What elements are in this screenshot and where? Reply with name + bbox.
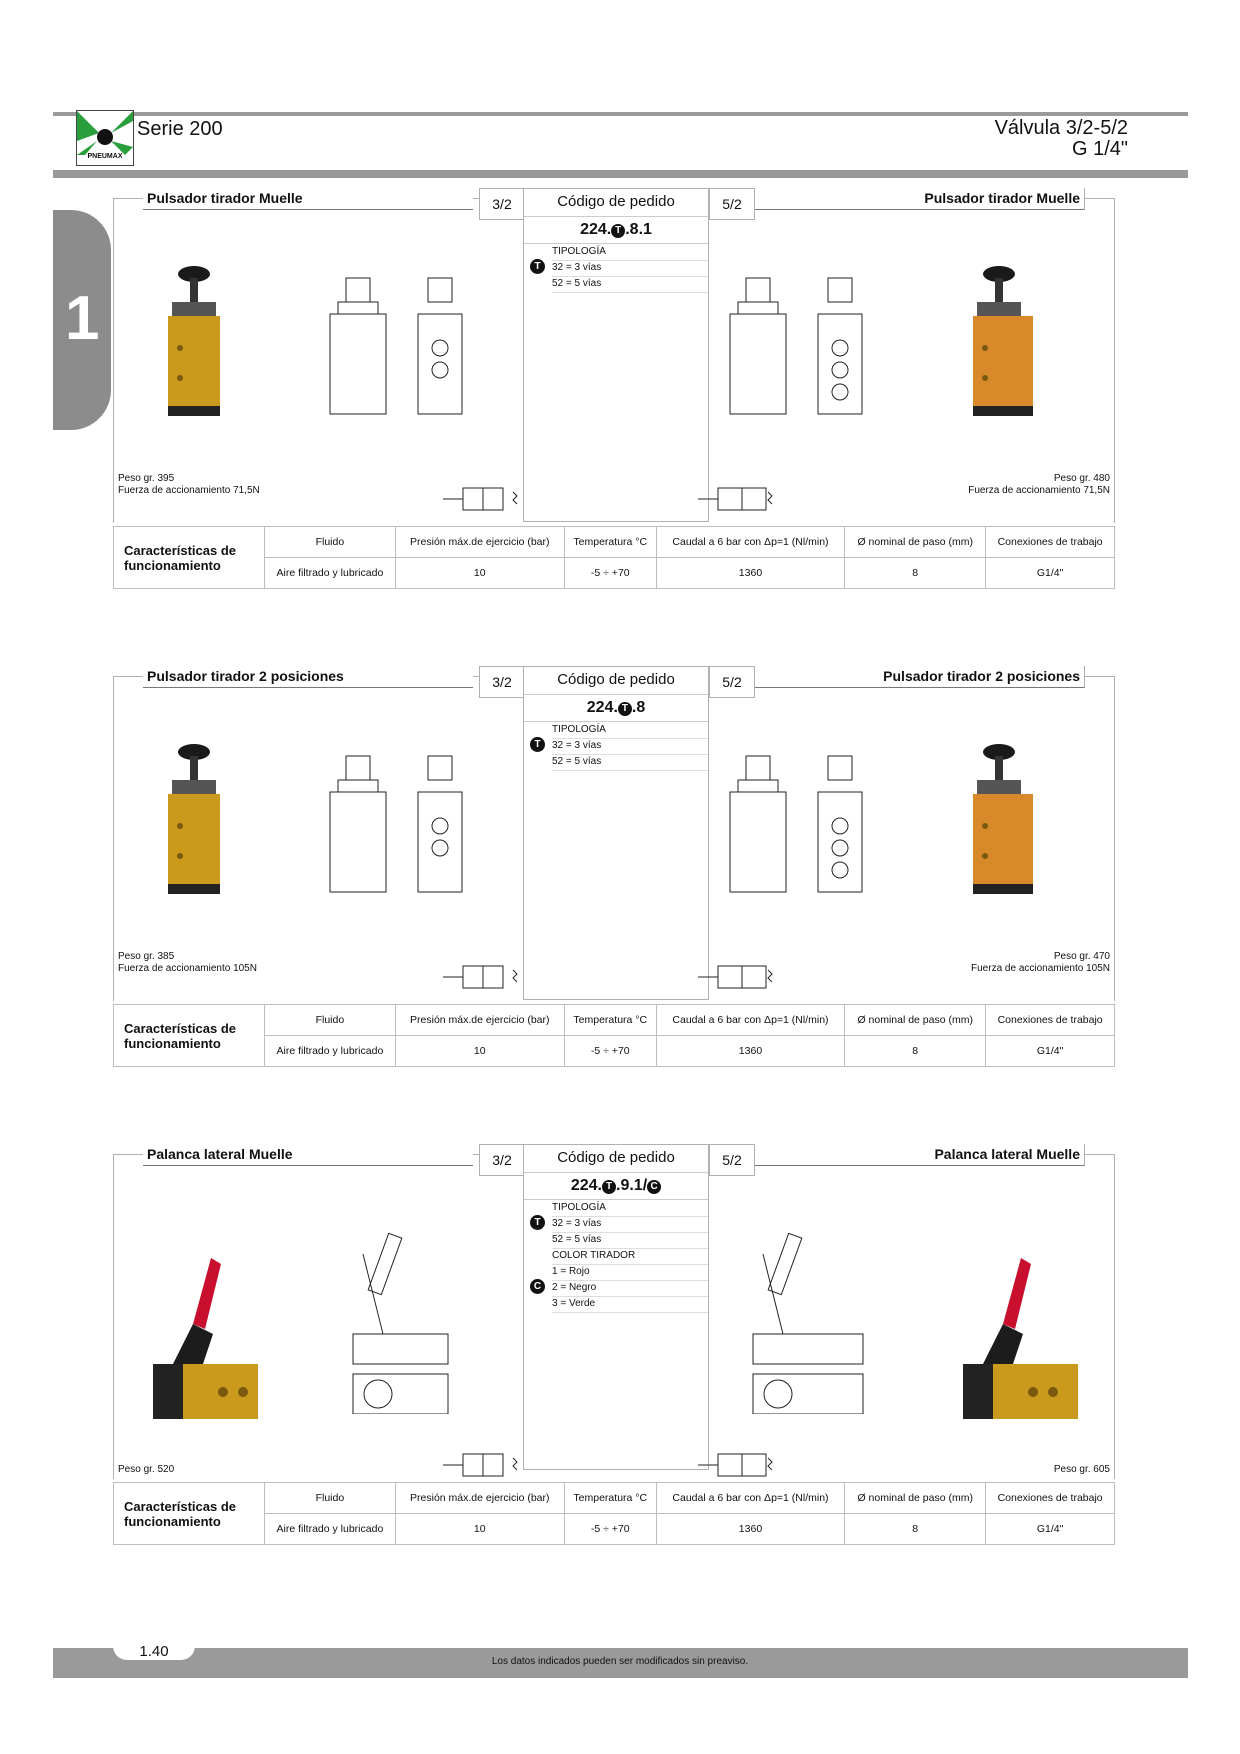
valve-photo [953,1244,1083,1434]
logo-text: PNEUMAX [87,153,123,160]
val-temp: -5 ÷ +70 [564,1036,656,1067]
characteristics-table [113,526,1115,589]
val-diam: 8 [845,1514,986,1545]
technical-drawing [723,1214,893,1414]
val-fluid: Aire filtrado y lubricado [265,1514,396,1545]
technical-drawing [718,258,888,458]
col-flow: Caudal a 6 bar con Δp=1 (Nl/min) [656,1483,844,1514]
val-pressure: 10 [395,558,564,589]
order-code [524,217,708,244]
color-3: 3 = Verde [552,1296,708,1313]
section-title-left: Pulsador tirador 2 posiciones [143,666,473,688]
label-52: 5/2 [709,188,755,220]
c-badge-icon: C [647,1180,661,1194]
page-number: 1.40 [113,1642,195,1660]
col-temp: Temperatura °C [564,1483,656,1514]
technical-drawing [718,736,888,936]
typ-32: 32 = 3 vías [552,260,708,277]
val-conn: G1/4" [986,1514,1115,1545]
weight-right: Peso gr. 480 [1053,473,1110,484]
valve-title [995,118,1128,160]
section-title-left: Palanca lateral Muelle [143,1144,473,1166]
val-conn: G1/4" [986,1036,1115,1067]
section-title-left: Pulsador tirador Muelle [143,188,473,210]
valve-photo [963,258,1053,438]
col-temp: Temperatura °C [564,527,656,558]
typ-bullet-icon: T [530,1215,545,1230]
typ-bullet-icon: T [530,737,545,752]
color-1: 1 = Rojo [552,1264,708,1281]
col-conn: Conexiones de trabajo [986,527,1115,558]
label-52: 5/2 [709,666,755,698]
val-flow: 1360 [656,558,844,589]
typ-32: 32 = 3 vías [552,1216,708,1233]
t-badge-icon: T [611,224,625,238]
label-32: 3/2 [479,188,525,220]
label-32: 3/2 [479,666,525,698]
force-left: Fuerza de accionamiento 105N [118,963,257,974]
code-prefix: 224. [570,1177,602,1194]
val-diam: 8 [845,558,986,589]
code-header: Código de pedido [524,1145,708,1173]
weight-left: Peso gr. 395 [118,473,175,484]
code-suffix: .8 [631,699,646,716]
typ-32: 32 = 3 vías [552,738,708,755]
col-diam: Ø nominal de paso (mm) [845,1005,986,1036]
order-code-box [523,666,709,1000]
label-52: 5/2 [709,1144,755,1176]
force-left: Fuerza de accionamiento 71,5N [118,485,260,496]
typ-52: 52 = 5 vías [552,1232,708,1249]
code-header: Código de pedido [524,667,708,695]
pneumatic-symbol [698,956,788,996]
col-pressure: Presión máx.de ejercicio (bar) [395,1483,564,1514]
typ-52: 52 = 5 vías [552,754,708,771]
section-title-right: Pulsador tirador 2 posiciones [755,666,1085,688]
pneumax-logo [76,110,134,166]
val-fluid: Aire filtrado y lubricado [265,558,396,589]
val-conn: G1/4" [986,558,1115,589]
col-pressure: Presión máx.de ejercicio (bar) [395,527,564,558]
code-prefix: 224. [586,699,618,716]
col-fluid: Fluido [265,1483,396,1514]
col-conn: Conexiones de trabajo [986,1483,1115,1514]
col-flow: Caudal a 6 bar con Δp=1 (Nl/min) [656,1005,844,1036]
technical-drawing [323,1214,493,1414]
valve-photo [158,736,248,916]
valve-photo [143,1244,273,1434]
code-prefix: 224. [580,221,612,238]
section-title-right: Palanca lateral Muelle [755,1144,1085,1166]
pneumatic-symbol [443,1444,533,1484]
code-mid: .9.1/ [616,1177,648,1194]
col-pressure: Presión máx.de ejercicio (bar) [395,1005,564,1036]
order-code [524,695,708,722]
val-diam: 8 [845,1036,986,1067]
weight-right: Peso gr. 470 [1053,951,1110,962]
col-fluid: Fluido [265,1005,396,1036]
val-pressure: 10 [395,1514,564,1545]
val-flow: 1360 [656,1514,844,1545]
val-pressure: 10 [395,1036,564,1067]
chapter-number: 1 [65,284,100,353]
typ-title: TIPOLOGÍA [552,722,708,739]
order-code-box [523,1144,709,1470]
t-badge-icon: T [618,702,632,716]
val-temp: -5 ÷ +70 [564,558,656,589]
series-title: Serie 200 [137,118,223,140]
section-title-right: Pulsador tirador Muelle [755,188,1085,210]
col-flow: Caudal a 6 bar con Δp=1 (Nl/min) [656,527,844,558]
header-bottom-rule [53,170,1188,178]
pneumatic-symbol [443,478,533,518]
col-diam: Ø nominal de paso (mm) [845,527,986,558]
col-diam: Ø nominal de paso (mm) [845,1483,986,1514]
label-32: 3/2 [479,1144,525,1176]
col-temp: Temperatura °C [564,1005,656,1036]
technical-drawing [318,736,488,936]
col-conn: Conexiones de trabajo [986,1005,1115,1036]
color-2: 2 = Negro [552,1280,708,1297]
pneumatic-symbol [443,956,533,996]
section-pulsador-muelle [113,188,1115,654]
typ-title: TIPOLOGÍA [552,244,708,261]
col-fluid: Fluido [265,527,396,558]
char-title: Características de funcionamiento [114,1483,265,1545]
footer-note: Los datos indicados pueden ser modificados sin preaviso. [491,1656,749,1667]
pneumatic-symbol [698,1444,788,1484]
code-suffix: .8.1 [625,221,652,238]
pneumatic-symbol [698,478,788,518]
val-flow: 1360 [656,1036,844,1067]
force-right: Fuerza de accionamiento 105N [971,963,1110,974]
order-code [524,1173,708,1200]
color-bullet-icon: C [530,1279,545,1294]
valve-title-line1: Válvula 3/2-5/2 [994,117,1128,139]
section-pulsador-2-posiciones [113,666,1115,1132]
typ-bullet-icon: T [530,259,545,274]
typ-52: 52 = 5 vías [552,276,708,293]
valve-title-line2: G 1/4" [1071,138,1128,160]
characteristics-table [113,1482,1115,1545]
val-temp: -5 ÷ +70 [564,1514,656,1545]
header-top-rule [53,112,1188,116]
weight-right: Peso gr. 605 [1053,1464,1110,1475]
valve-photo [963,736,1053,916]
technical-drawing [318,258,488,458]
char-title: Características de funcionamiento [114,1005,265,1067]
characteristics-table [113,1004,1115,1067]
char-title: Características de funcionamiento [114,527,265,589]
section-palanca-lateral [113,1144,1115,1610]
order-code-box [523,188,709,522]
typ-title: TIPOLOGÍA [552,1200,708,1217]
weight-left: Peso gr. 520 [118,1464,175,1475]
code-header: Código de pedido [524,189,708,217]
t-badge-icon: T [602,1180,616,1194]
valve-photo [158,258,248,438]
weight-left: Peso gr. 385 [118,951,175,962]
color-title: COLOR TIRADOR [552,1248,708,1265]
val-fluid: Aire filtrado y lubricado [265,1036,396,1067]
force-right: Fuerza de accionamiento 71,5N [968,485,1110,496]
